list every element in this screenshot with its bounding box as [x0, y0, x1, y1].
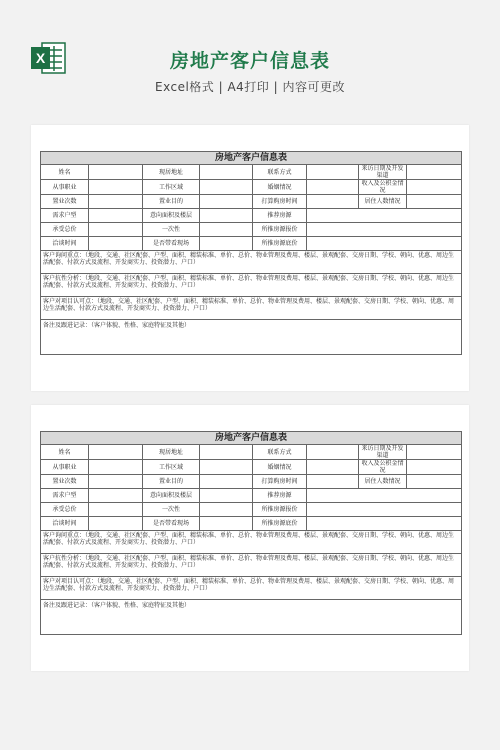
table-row — [41, 517, 462, 531]
cell-label: 所推房源报价 — [253, 503, 307, 517]
cell-input[interactable] — [407, 445, 462, 460]
table-row — [41, 460, 462, 475]
cell-input[interactable] — [307, 209, 462, 223]
cell-input[interactable] — [407, 475, 462, 489]
cell-label: 是否带看现场 — [143, 517, 200, 531]
table-row — [41, 165, 462, 180]
cell-label: 收入及公积金情况 — [359, 460, 407, 475]
cell-label: 居住人数情况 — [359, 475, 407, 489]
cell-label: 洽谈时间 — [41, 517, 89, 531]
table-caption: 房地产客户信息表 — [41, 432, 462, 445]
cell-label: 意向面积及楼层 — [143, 489, 200, 503]
cell-label: 承受总价 — [41, 503, 89, 517]
table-row — [41, 180, 462, 195]
cell-label: 推荐房源 — [253, 209, 307, 223]
cell-label: 所推房源报价 — [253, 223, 307, 237]
cell-label: 洽谈时间 — [41, 237, 89, 251]
cell-input[interactable] — [407, 165, 462, 180]
table-caption: 房地产客户信息表 — [41, 152, 462, 165]
customer-info-table — [40, 431, 462, 635]
cell-input[interactable] — [407, 195, 462, 209]
cell-label: 打算购房时间 — [253, 475, 307, 489]
cell-input[interactable] — [307, 503, 462, 517]
table-row — [41, 195, 462, 209]
cell-input[interactable] — [89, 503, 143, 517]
approval-points-cell[interactable]: 客户对项目认可点：（地段、交通、社区配套、户型、面积、精装标准、单价、总价、物业管理及费用、楼层、景观配套、交房日期、学校、朝向、优惠、周边生活配套、付款方式及流程、开发商实力、投资潜力、户口） — [41, 297, 462, 320]
notes-cell[interactable]: 备注及跟进记录：（客户体貌、性格、家庭特征及其他） — [41, 320, 462, 355]
cell-input[interactable] — [307, 489, 462, 503]
table-row — [41, 475, 462, 489]
cell-label: 所推房源底价 — [253, 517, 307, 531]
cell-label: 工作区域 — [143, 180, 200, 195]
cell-label: 一次性 — [143, 503, 200, 517]
cell-label: 推荐房源 — [253, 489, 307, 503]
cell-label: 需求户型 — [41, 489, 89, 503]
cell-input[interactable] — [307, 460, 359, 475]
table-row — [41, 445, 462, 460]
cell-label: 是否带看现场 — [143, 237, 200, 251]
table-row — [41, 223, 462, 237]
cell-input[interactable] — [200, 209, 253, 223]
cell-label: 来访日期及开发渠道 — [359, 445, 407, 460]
cell-label: 居住人数情况 — [359, 195, 407, 209]
cell-input[interactable] — [307, 180, 359, 195]
cell-input[interactable] — [89, 475, 143, 489]
cell-input[interactable] — [89, 223, 143, 237]
form-sheet-1 — [31, 125, 469, 391]
cell-input[interactable] — [200, 195, 253, 209]
cell-label: 从事职业 — [41, 180, 89, 195]
resistance-analysis-cell[interactable]: 客户抗性分析：（地段、交通、社区配套、户型、面积、精装标准、单价、总价、物业管理及费用、楼层、景观配套、交房日期、学校、朝向、优惠、周边生活配套、付款方式及流程、开发商实力、投资潜力、户口） — [41, 274, 462, 297]
cell-label: 置业目的 — [143, 475, 200, 489]
cell-label: 收入及公积金情况 — [359, 180, 407, 195]
page-subtitle: Excel格式 | A4打印 | 内容可更改 — [155, 80, 345, 94]
cell-input[interactable] — [200, 475, 253, 489]
cell-label: 从事职业 — [41, 460, 89, 475]
cell-input[interactable] — [89, 180, 143, 195]
cell-label: 打算购房时间 — [253, 195, 307, 209]
cell-label: 来访日期及开发渠道 — [359, 165, 407, 180]
approval-points-cell[interactable]: 客户对项目认可点：（地段、交通、社区配套、户型、面积、精装标准、单价、总价、物业管理及费用、楼层、景观配套、交房日期、学校、朝向、优惠、周边生活配套、付款方式及流程、开发商实力、投资潜力、户口） — [41, 577, 462, 600]
table-row — [41, 237, 462, 251]
cell-input[interactable] — [307, 475, 359, 489]
cell-input[interactable] — [89, 165, 143, 180]
table-row — [41, 489, 462, 503]
cell-input[interactable] — [307, 237, 462, 251]
resistance-analysis-cell[interactable]: 客户抗性分析：（地段、交通、社区配套、户型、面积、精装标准、单价、总价、物业管理及费用、楼层、景观配套、交房日期、学校、朝向、优惠、周边生活配套、付款方式及流程、开发商实力、投资潜力、户口） — [41, 554, 462, 577]
focus-points-cell[interactable]: 客户询问重点：（地段、交通、社区配套、户型、面积、精装标准、单价、总价、物业管理及费用、楼层、景观配套、交房日期、学校、朝向、优惠、周边生活配套、付款方式及流程、开发商实力、投资潜力、户口） — [41, 531, 462, 554]
cell-label: 意向面积及楼层 — [143, 209, 200, 223]
cell-input[interactable] — [407, 180, 462, 195]
cell-input[interactable] — [307, 195, 359, 209]
cell-input[interactable] — [200, 445, 253, 460]
cell-label: 姓名 — [41, 165, 89, 180]
cell-label: 所推房源底价 — [253, 237, 307, 251]
cell-label: 婚姻情况 — [253, 460, 307, 475]
svg-text:X: X — [35, 50, 46, 66]
cell-label: 现居地址 — [143, 445, 200, 460]
cell-input[interactable] — [200, 517, 253, 531]
page-title: 房地产客户信息表 — [169, 50, 330, 72]
cell-input[interactable] — [89, 195, 143, 209]
cell-input[interactable] — [307, 445, 359, 460]
cell-label: 一次性 — [143, 223, 200, 237]
cell-label: 现居地址 — [143, 165, 200, 180]
cell-input[interactable] — [200, 460, 253, 475]
cell-label: 置业次数 — [41, 475, 89, 489]
cell-input[interactable] — [307, 517, 462, 531]
cell-input[interactable] — [200, 503, 253, 517]
cell-input[interactable] — [200, 489, 253, 503]
cell-input[interactable] — [89, 237, 143, 251]
form-sheet-2 — [31, 405, 469, 671]
cell-label: 承受总价 — [41, 223, 89, 237]
cell-input[interactable] — [89, 460, 143, 475]
page-header — [0, 0, 500, 120]
cell-input[interactable] — [307, 165, 359, 180]
focus-points-cell[interactable]: 客户询问重点：（地段、交通、社区配套、户型、面积、精装标准、单价、总价、物业管理及费用、楼层、景观配套、交房日期、学校、朝向、优惠、周边生活配套、付款方式及流程、开发商实力、投资潜力、户口） — [41, 251, 462, 274]
cell-input[interactable] — [200, 237, 253, 251]
cell-input[interactable] — [89, 517, 143, 531]
cell-label: 联系方式 — [253, 165, 307, 180]
customer-info-table — [40, 151, 462, 355]
cell-input[interactable] — [89, 489, 143, 503]
cell-input[interactable] — [307, 223, 462, 237]
cell-label: 姓名 — [41, 445, 89, 460]
cell-label: 联系方式 — [253, 445, 307, 460]
cell-label: 置业目的 — [143, 195, 200, 209]
table-row — [41, 503, 462, 517]
cell-label: 工作区域 — [143, 460, 200, 475]
cell-input[interactable] — [89, 445, 143, 460]
notes-cell[interactable]: 备注及跟进记录：（客户体貌、性格、家庭特征及其他） — [41, 600, 462, 635]
cell-input[interactable] — [200, 165, 253, 180]
cell-label: 婚姻情况 — [253, 180, 307, 195]
table-row — [41, 209, 462, 223]
cell-input[interactable] — [200, 180, 253, 195]
cell-input[interactable] — [89, 209, 143, 223]
cell-label: 置业次数 — [41, 195, 89, 209]
cell-input[interactable] — [407, 460, 462, 475]
cell-label: 需求户型 — [41, 209, 89, 223]
cell-input[interactable] — [200, 223, 253, 237]
